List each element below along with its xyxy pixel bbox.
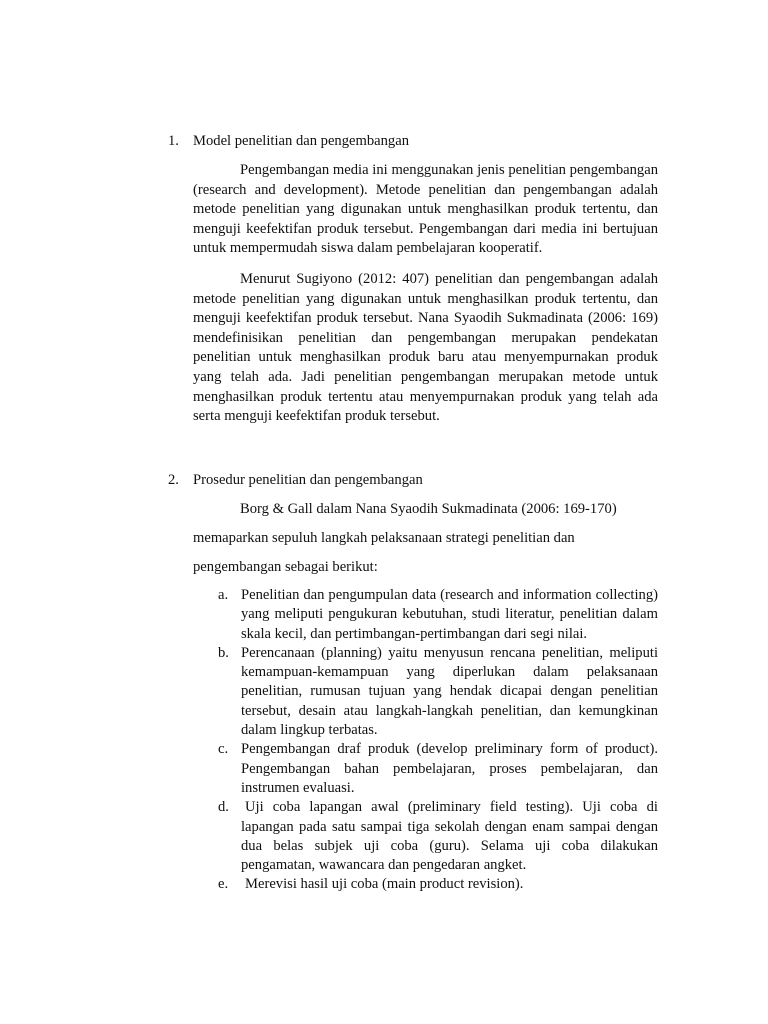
section-2-intro-line-1: Borg & Gall dalam Nana Syaodih Sukmadinata (2006: 169-170) [240, 501, 617, 517]
list-item [168, 644, 658, 740]
list-item-text: Perencanaan (planning) yaitu menyusun rencana penelitian, meliputi kemampuan-kemampuan yang diperlukan dalam pelaksanaan penelitian, rumusan tujuan yang hendak dicapai dengan penelitian tersebut, desain atau langkah-langkah penelitian, dan kemungkinan dalam lingkup terbatas. [241, 644, 658, 739]
procedure-list [168, 586, 658, 895]
list-item-marker: b. [218, 644, 229, 661]
section-1-paragraph-2: Menurut Sugiyono (2012: 407) penelitian dan pengembangan adalah metode penelitian yang digunakan untuk menghasilkan produk tertentu, dan menguji keefektifan produk tersebut. Nana Syaodih Sukmadinata (2006: 169) mendefinisikan penelitian dan pengembangan merupakan pendekatan penelitian untuk menghasilkan produk baru atau menyempurnakan produk yang telah ada. Jadi penelitian pengembangan merupakan metode untuk menghasilkan produk tertentu atau menyempurnakan produk yang telah ada serta menguji keefektifan produk tersebut. [193, 270, 658, 425]
section-2-intro-line-2: memaparkan sepuluh langkah pelaksanaan strategi penelitian dan [193, 530, 575, 546]
section-2-intro-line-3: pengembangan sebagai berikut: [193, 559, 378, 575]
list-item [168, 740, 658, 798]
section-2-heading [168, 470, 658, 490]
list-item [168, 875, 658, 894]
list-item-text: Pengembangan draf produk (develop preliminary form of product). Pengembangan bahan pembelajaran, proses pembelajaran, dan instrumen evaluasi. [241, 741, 658, 796]
list-item-marker: d. [218, 799, 229, 816]
section-1-heading [168, 131, 658, 151]
section-2-number: 2. [168, 472, 179, 488]
list-item [168, 798, 658, 875]
section-1-title: Model penelitian dan pengembangan [193, 133, 409, 149]
list-item-marker: c. [218, 741, 229, 758]
list-item-marker: e. [218, 876, 229, 893]
list-item-text: Merevisi hasil uji coba (main product revision). [245, 876, 524, 893]
section-2 [168, 470, 658, 895]
section-1-paragraph-1: Pengembangan media ini menggunakan jenis penelitian pengembangan (research and development). Metode penelitian dan pengembangan adalah metode penelitian yang digunakan untuk menghasilkan produk tertentu, dan menguji keefektifan produk tersebut. Pengembangan dari media ini bertujuan untuk mempermudah siswa dalam pembelajaran kooperatif. [193, 162, 658, 257]
list-item [168, 586, 658, 644]
list-item-marker: a. [218, 587, 229, 603]
section-1 [168, 131, 658, 427]
section-2-title: Prosedur penelitian dan pengembangan [193, 472, 423, 488]
list-item-text: Uji coba lapangan awal (preliminary field testing). Uji coba di lapangan pada satu sampai tiga sekolah dengan enam sampai dengan dua belas subjek uji coba (guru). Selama uji coba dilakukan pengamatan, wawancara dan pengedaran angket. [241, 799, 658, 874]
list-item-text: Penelitian dan pengumpulan data (research and information collecting) yang meliputi pengukuran kebutuhan, studi literatur, penelitian dalam skala kecil, dan pertimbangan-pertimbangan dari segi nilai. [241, 587, 658, 642]
section-1-number: 1. [168, 133, 179, 149]
